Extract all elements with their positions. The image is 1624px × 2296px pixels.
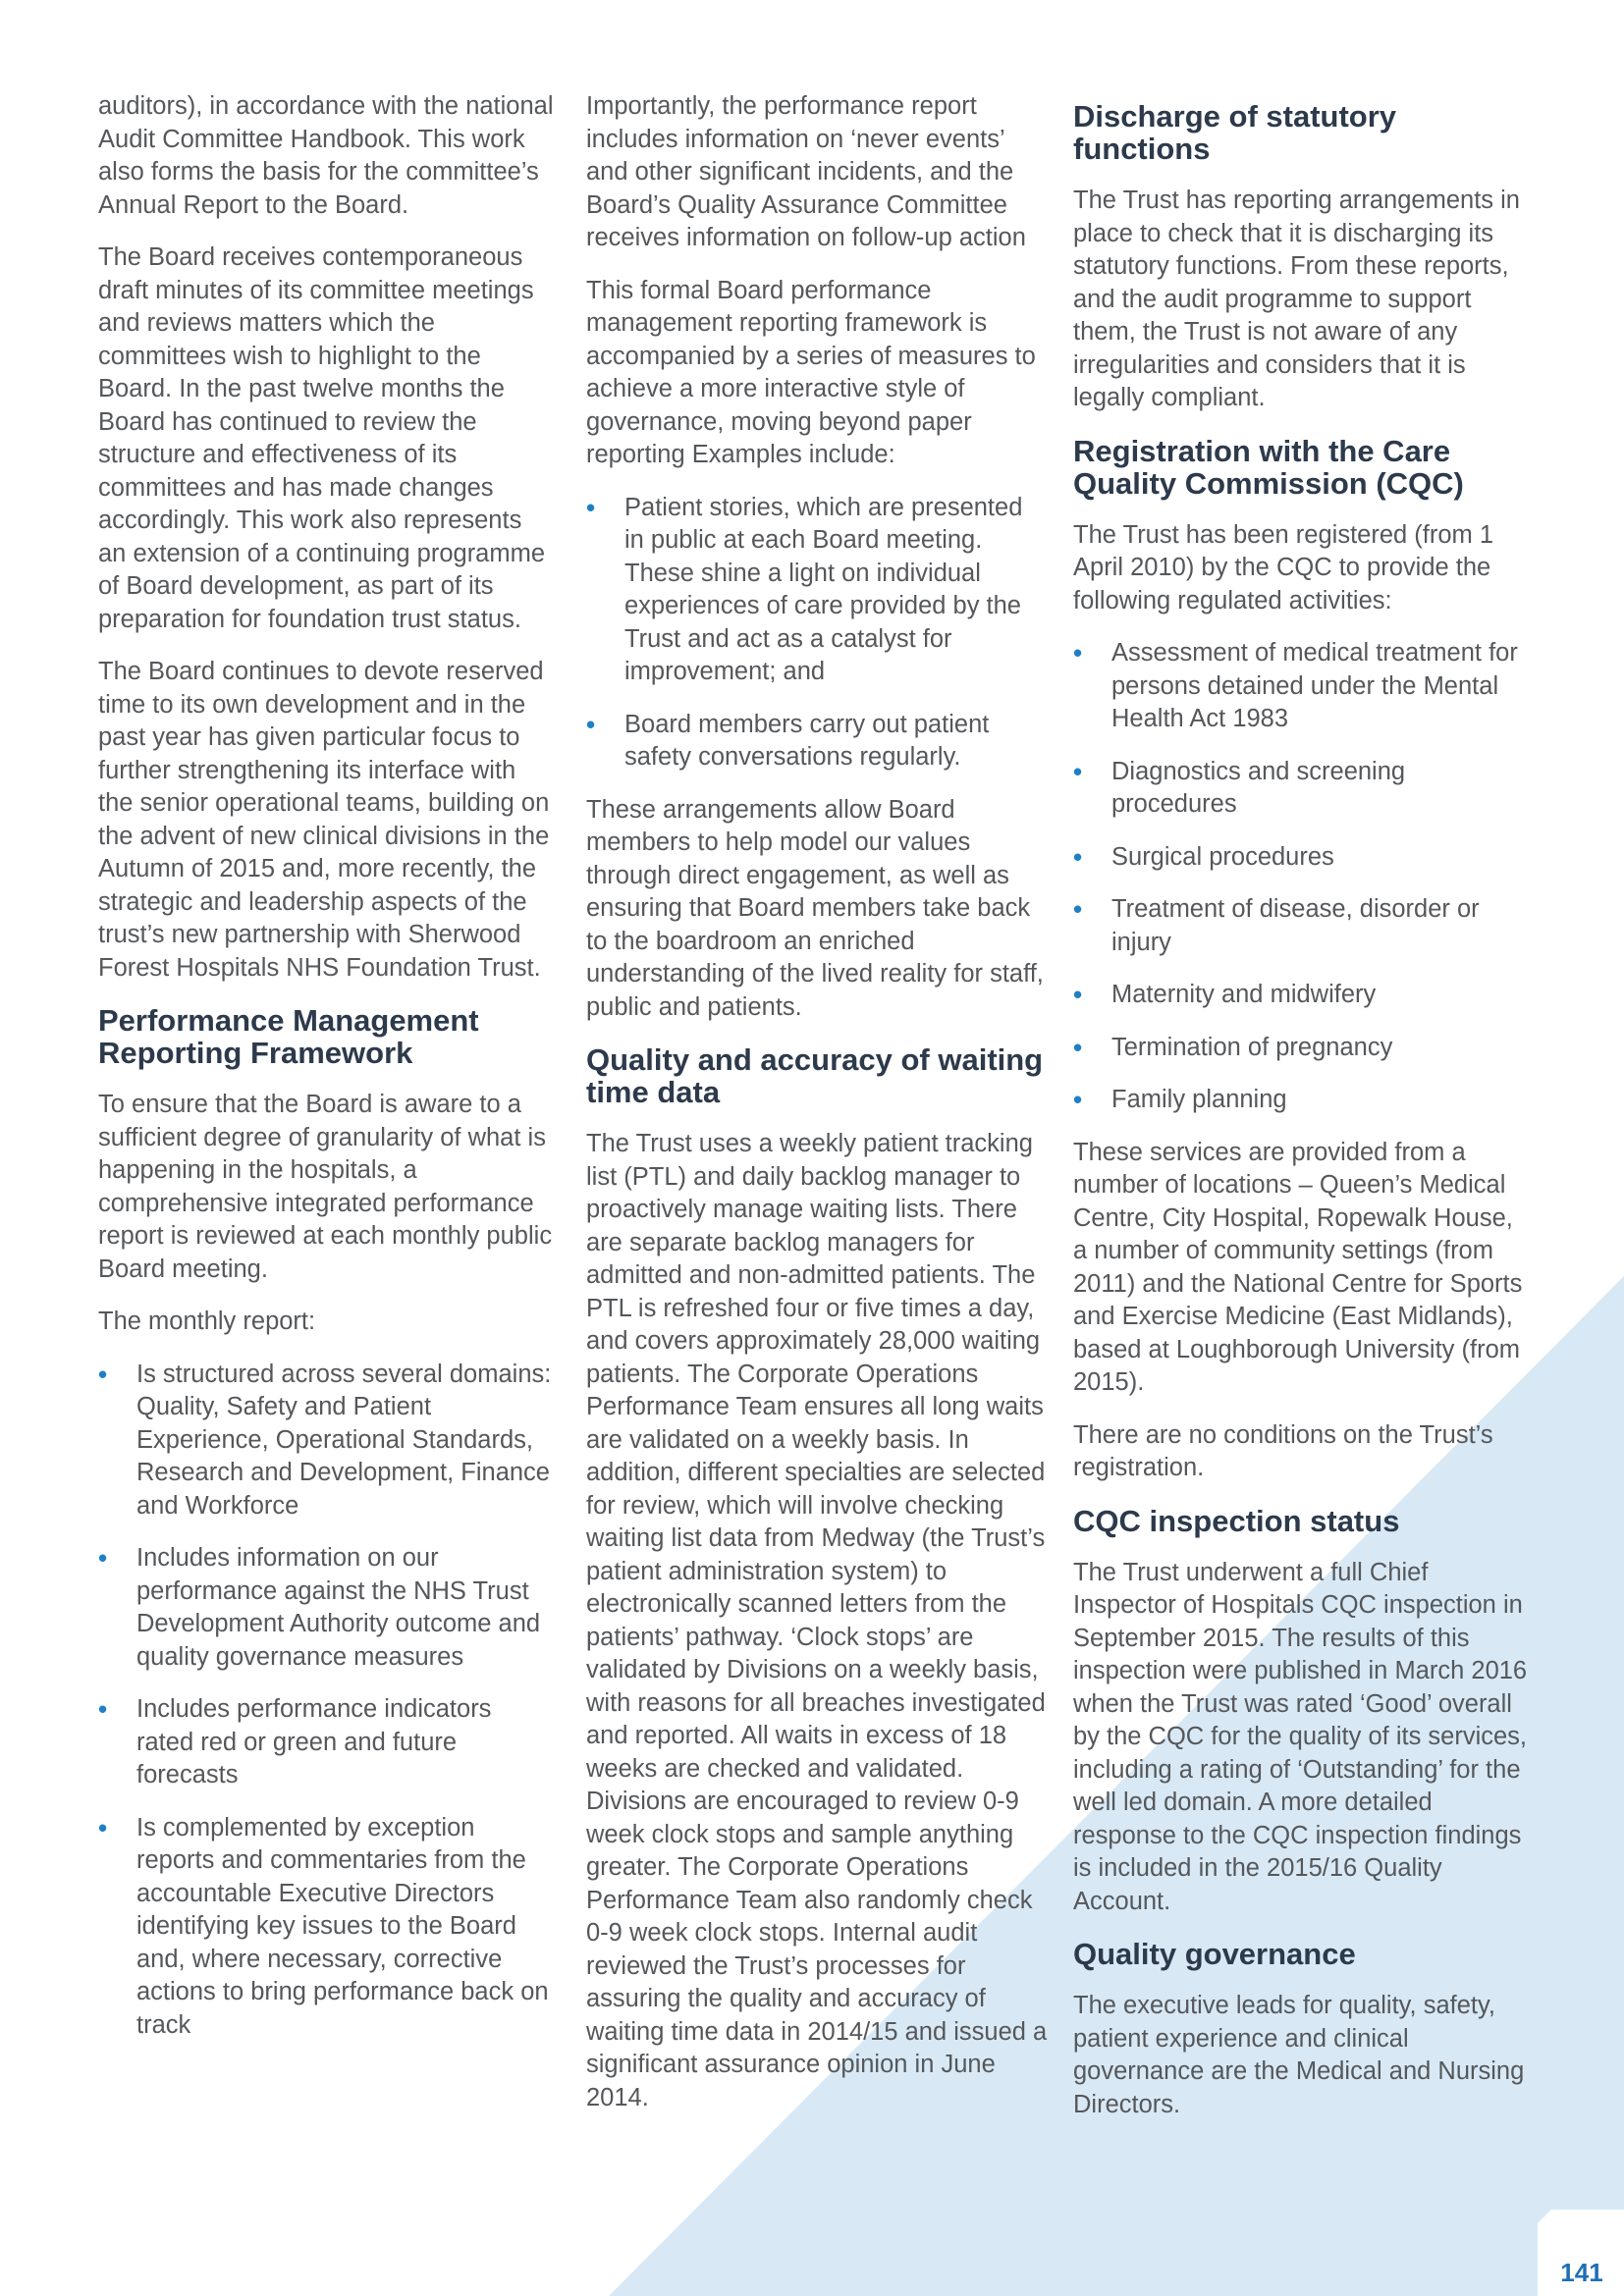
section-heading: CQC inspection status [1073,1503,1400,1538]
paragraph: These services are provided from a number of locations – Queen’s Medical Centre, City Hospital, Ropewalk House, a number of community settings (from 2011) and the National Centre for Sports and Exercise Medicine (East Midlands), based at Loughborough University (from 2015). [1073,1138,1523,1396]
paragraph: The Board continues to devote reserved time to its own development and in the past year has given particular focus to further strengthening its interface with the senior operational teams, building on the advent of new clinical divisions in the Autumn of 2015 and, more recently, the strategic and leadership aspects of the trust’s new partnership with Sherwood Forest Hospitals NHS Foundation Trust. [98,658,550,982]
list-item: • Is complemented by exception reports and commentaries from the accountable Executive Directors identifying key issues to the Board and, where necessary, corrective actions to bring performance back on track [98,1812,555,2043]
section-heading: Discharge of statutory functions [1073,99,1397,166]
list-item: • Family planning [1073,1084,1530,1117]
paragraph: There are no conditions on the Trust’s registration. [1073,1420,1493,1481]
bullet-list [98,1359,555,2043]
list-item: • Surgical procedures [1073,841,1530,875]
list-item: • Assessment of medical treatment for persons detained under the Mental Health Act 1983 [1073,637,1530,736]
paragraph: To ensure that the Board is aware to a sufficient degree of granularity of what is happening in the hospitals, a comprehensive integrated performance report is reviewed at each monthly public Board meeting. [98,1091,553,1283]
paragraph: This formal Board performance management reporting framework is accompanied by a series of measures to achieve a more interactive style of governance, moving beyond paper reporting Examples include: [586,276,1036,468]
section-heading: Performance Management Reporting Framework [98,1003,479,1070]
list-item: • Board members carry out patient safety conversations regularly. [586,709,1048,774]
list-item: • Termination of pregnancy [1073,1032,1530,1065]
paragraph: These arrangements allow Board members to help model our values through direct engagement, as well as ensuring that Board members take back to the boardroom an enriched understanding of the lived reality for staff, public and patients. [586,795,1044,1021]
page-number: 141 [1560,2258,1603,2287]
paragraph: The Trust has reporting arrangements in place to check that it is discharging its statutory functions. From these reports, and the audit programme to support them, the Trust is not aware of any irregularities and considers that it is legally compliant. [1073,187,1520,411]
list-item: • Diagnostics and screening procedures [1073,756,1530,822]
paragraph: The Trust has been registered (from 1 April 2010) by the CQC to provide the following regulated activities: [1073,520,1494,614]
paragraph: auditors), in accordance with the national Audit Committee Handbook. This work also forms the basis for the committee’s Annual Report to the Board. [98,92,554,219]
section-heading: Quality governance [1073,1937,1356,1971]
paragraph: The Board receives contemporaneous draft minutes of its committee meetings and reviews matters which the committees wish to highlight to the Board. In the past twelve months the Board has continued to review the structure and effectiveness of its committees and has made changes accordingly. This work also represents an extension of a continuing programme of Board development, as part of its preparation for foundation trust status. [98,243,546,633]
column-left [98,90,555,2061]
paragraph: The Trust underwent a full Chief Inspector of Hospitals CQC inspection in September 2015. The results of this inspection were published in March 2016 when the Trust was rated ‘Good’ overall by the CQC for the quality of its services, including a rating of ‘Outstanding’ for the well led domain. A more detailed response to the CQC inspection findings is included in the 2015/16 Quality Account. [1073,1558,1528,1915]
paragraph: The executive leads for quality, safety, patient experience and clinical governance are the Medical and Nursing Directors. [1073,1992,1525,2118]
bullet-list [1073,637,1530,1117]
paragraph: Importantly, the performance report includes information on ‘never events’ and other significant incidents, and the Board’s Quality Assurance Committee receives information on follow-up action [586,92,1026,251]
list-item: • Maternity and midwifery [1073,979,1530,1012]
column-middle [586,90,1048,2134]
section-heading: Registration with the Care Quality Commission (CQC) [1073,433,1464,501]
column-right [1073,90,1530,2141]
list-item: • Includes information on our performance against the NHS Trust Development Authority outcome and quality governance measures [98,1542,555,1674]
paragraph: The Trust uses a weekly patient tracking list (PTL) and daily backlog manager to proactively manage waiting lists. There are separate backlog managers for admitted and non-admitted patients. The PTL is refreshed four or five times a day, and covers approximately 28,000 waiting patients. The Corporate Operations Performance Team ensures all long waits are validated on a weekly basis. In addition, different specialties are selected for review, which will involve checking waiting list data from Medway (the Trust’s patient administration system) to electronically scanned letters from the patients’ pathway. ‘Clock stops’ are validated by Divisions on a weekly basis, with reasons for all breaches investigated and reported. All waits in excess of 18 weeks are checked and validated. Divisions are encouraged to review 0-9 week clock stops and sample anything greater. The Corporate Operations Performance Team also randomly check 0-9 week clock stops. Internal audit reviewed the Trust’s processes for assuring the quality and accuracy of waiting time data in 2014/15 and issued a significant assurance opinion in June 2014. [586,1130,1048,2111]
bullet-list [586,492,1048,774]
section-heading: Quality and accuracy of waiting time data [586,1042,1044,1109]
list-item: • Includes performance indicators rated red or green and future forecasts [98,1693,555,1792]
list-item: • Is structured across several domains: Quality, Safety and Patient Experience, Operational Standards, Research and Development, Finance and Workforce [98,1359,555,1523]
paragraph: The monthly report: [98,1308,316,1335]
list-item: • Patient stories, which are presented in public at each Board meeting. These shine a light on individual experiences of care provided by the Trust and act as a catalyst for improvement; and [586,492,1048,689]
list-item: • Treatment of disease, disorder or injury [1073,893,1530,959]
